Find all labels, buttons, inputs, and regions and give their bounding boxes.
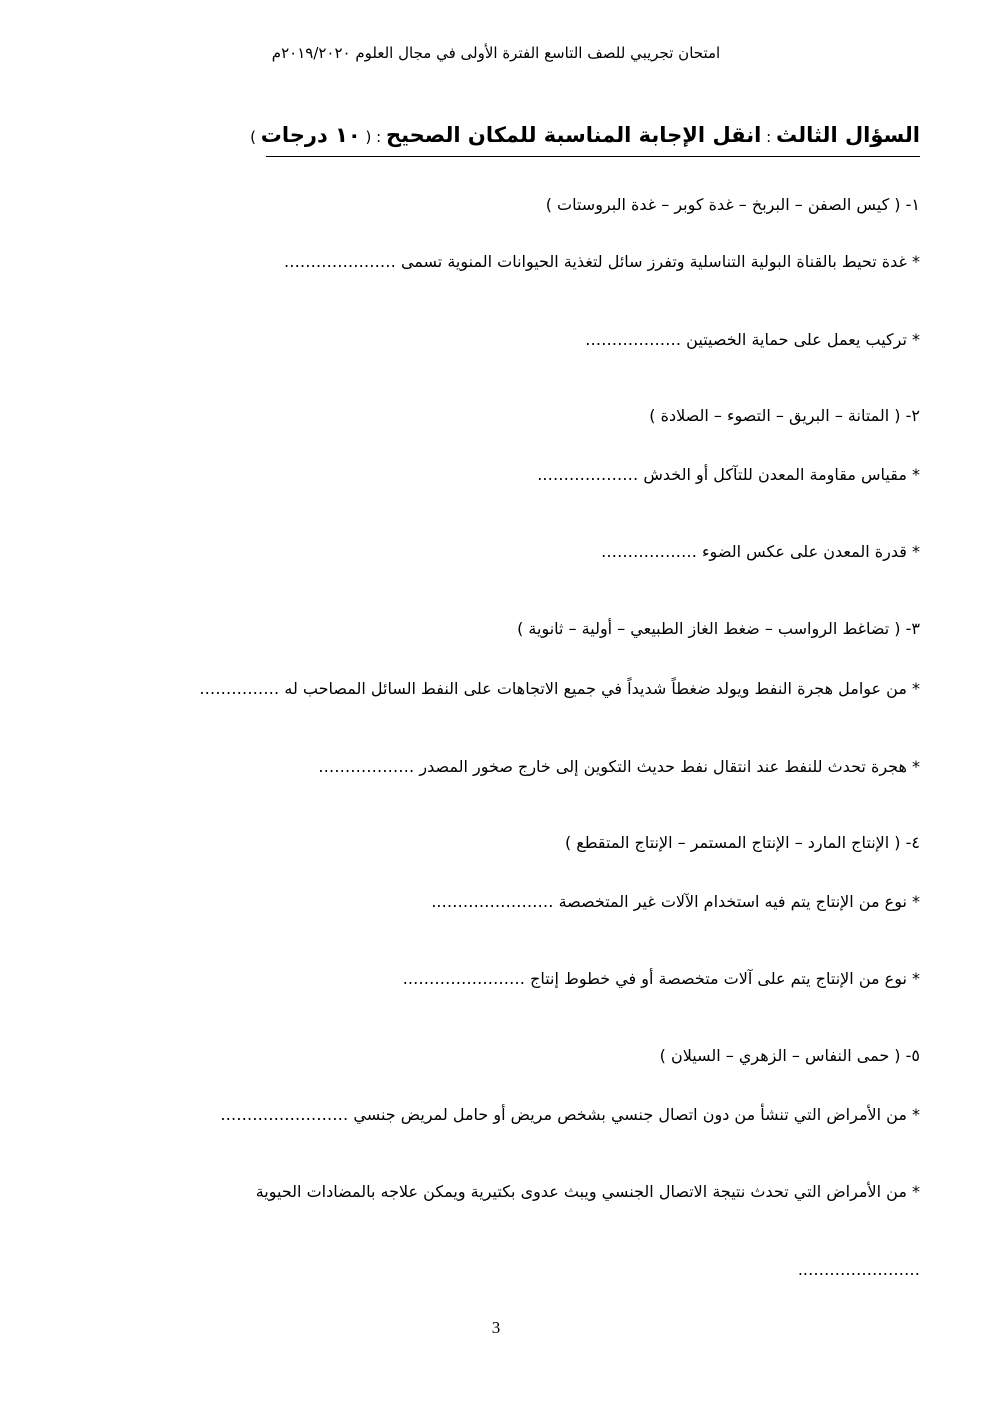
group-5-options: ٥- ( حمى النفاس – الزهري – السيلان )	[659, 1046, 920, 1065]
question-label: السؤال الثالث	[775, 123, 920, 147]
group-3-item-1: * من عوامل هجرة النفط ويولد ضغطاً شديداً في جميع الاتجاهات على النفط السائل المصاحب له ……………	[199, 679, 920, 698]
group-5-item-2-continuation: …………………..	[797, 1260, 920, 1279]
group-1-options: ١- ( كيس الصفن – البربخ – غدة كوبر – غدة البروستات )	[545, 195, 920, 214]
question-separator: :	[761, 128, 776, 146]
marks-open: : (	[360, 128, 386, 146]
page-number: 3	[491, 1318, 501, 1337]
question-title	[250, 118, 920, 157]
marks-close: )	[250, 128, 261, 146]
group-3-options: ٣- ( تضاغط الرواسب – ضغط الغاز الطبيعي – أولية – ثانوية )	[517, 619, 920, 638]
exam-header: امتحان تجريبي للصف التاسع الفترة الأولى في مجال العلوم ٢٠١٩/٢٠٢٠م	[271, 44, 721, 62]
question-marks: ١٠ درجات	[260, 123, 361, 147]
group-1-item-1: * غدة تحيط بالقناة البولية التناسلية وتفرز سائل لتغذية الحيوانات المنوية تسمى …………………	[283, 252, 920, 271]
group-4-options: ٤- ( الإنتاج المارد – الإنتاج المستمر – الإنتاج المتقطع )	[564, 833, 920, 852]
group-1-item-2: * تركيب يعمل على حماية الخصيتين ………………	[585, 330, 920, 349]
group-5-item-1: * من الأمراض التي تنشأ من دون اتصال جنسي بشخص مريض أو حامل لمريض جنسي ……………………	[220, 1105, 920, 1124]
group-2-item-2: * قدرة المعدن على عكس الضوء ………………	[600, 542, 920, 561]
group-5-item-2: * من الأمراض التي تحدث نتيجة الاتصال الجنسي ويبث عدوى بكتيرية ويمكن علاجه بالمضادات الحيوية	[255, 1182, 920, 1201]
group-2-item-1: * مقياس مقاومة المعدن للتآكل أو الخدش ……………….	[537, 465, 920, 484]
group-2-options: ٢- ( المتانة – البريق – التصوء – الصلادة )	[649, 406, 920, 425]
group-4-item-2: * نوع من الإنتاج يتم على آلات متخصصة أو في خطوط إنتاج …………………..	[402, 969, 920, 988]
group-4-item-1: * نوع من الإنتاج يتم فيه استخدام الآلات غير المتخصصة …………………..	[431, 892, 920, 911]
question-instruction: انقل الإجابة المناسبة للمكان الصحيح	[385, 123, 762, 147]
group-3-item-2: * هجرة تحدث للنفط عند انتقال نفط حديث التكوين إلى خارج صخور المصدر ………………	[318, 757, 920, 776]
